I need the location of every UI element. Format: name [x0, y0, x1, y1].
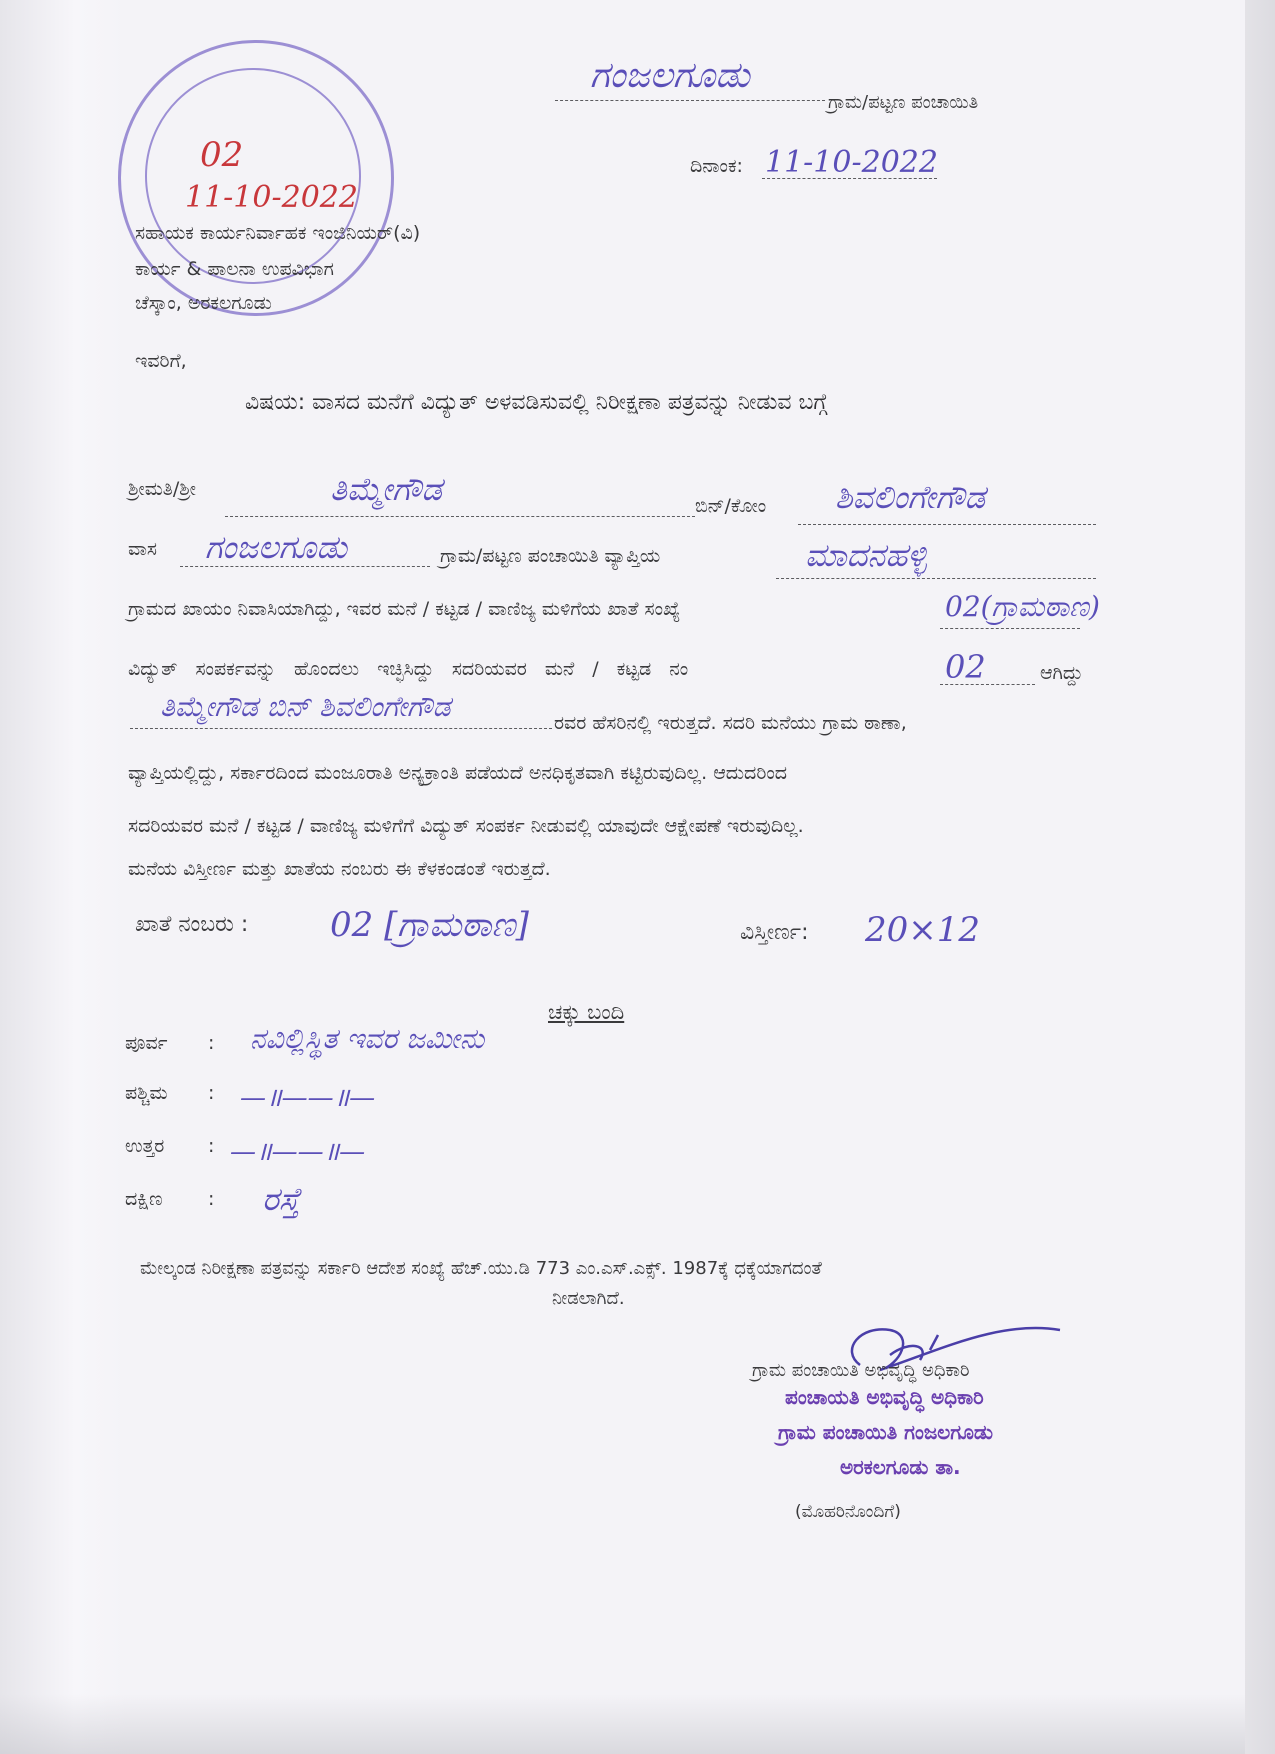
page-bottom-shade [0, 1694, 1245, 1754]
addressee-line-3: ಚೆಸ್ಕಾಂ, ಅರಕಲಗೂಡು [135, 292, 272, 314]
south-value: ರಸ್ತೆ [262, 1180, 300, 1218]
north-label: ಉತ್ತರ [125, 1135, 165, 1157]
body-line-7: ಸದರಿಯವರ ಮನೆ / ಕಟ್ಟಡ / ವಾಣಿಜ್ಯ ಮಳಿಗೆಗೆ ವಿದ್ಯುತ್ ಸಂಪರ್ಕ ನೀಡುವಲ್ಲಿ ಯಾವುದೇ ಆಕ್ಷೇಪಣೆ ಇರುವುದಿಲ್ಲ. [128, 815, 804, 837]
inward-stamp-inner [145, 68, 361, 284]
south-label: ದಕ್ಷಿಣ [125, 1188, 163, 1210]
body-line-4: ವಿದ್ಯುತ್ ಸಂಪರ್ಕವನ್ನು ಹೊಂದಲು ಇಚ್ಛಿಸಿದ್ದು ಸದರಿಯವರ ಮನೆ / ಕಟ್ಟಡ ನಂ [128, 658, 689, 680]
north-value: —॥——॥— [230, 1137, 366, 1167]
date-label: ದಿನಾಂಕ: [690, 155, 743, 177]
relation-value: ಶಿವಲಿಂಗೇಗೌಡ [835, 478, 986, 516]
building-number: 02 [945, 648, 986, 686]
boundaries-title: ಚಕ್ಕು ಬಂದಿ [548, 1000, 625, 1024]
khata-label: ಖಾತೆ ನಂಬರು : [135, 912, 249, 937]
addressee-line-2: ಕಾರ್ಯ & ಪಾಲನಾ ಉಪವಿಭಾಗ [135, 258, 334, 280]
addressee-line-4: ಇವರಿಗೆ, [135, 350, 187, 372]
east-colon: : [208, 1032, 215, 1054]
village-name: ಗಂಜಲಗೂಡು [590, 55, 750, 96]
relation-line [798, 524, 1096, 525]
seal-line-3: ಅರಕಲಗೂಡು ತಾ. [840, 1455, 961, 1479]
west-label: ಪಶ್ಚಿಮ [125, 1082, 168, 1104]
inward-number: 02 [200, 135, 244, 175]
seal-note: (ಮೊಹರಿನೊಂದಿಗೆ) [795, 1502, 901, 1522]
body-line-3: ಗ್ರಾಮದ ಖಾಯಂ ನಿವಾಸಿಯಾಗಿದ್ದು, ಇವರ ಮನೆ / ಕಟ್ಟಡ / ವಾಣಿಜ್ಯ ಮಳಿಗೆಯ ಖಾತೆ ಸಂಖ್ಯೆ [128, 598, 681, 620]
name-line [225, 516, 695, 517]
jurisdiction-text: ಗ್ರಾಮ/ಪಟ್ಟಣ ಪಂಚಾಯಿತಿ ವ್ಯಾಪ್ತಿಯ [440, 545, 661, 567]
north-colon: : [208, 1135, 215, 1157]
khata-inline: 02(ಗ್ರಾಮಠಾಣ) [945, 590, 1100, 623]
area-value: 20×12 [865, 910, 981, 950]
jurisdiction-value: ಮಾದನಹಳ್ಳಿ [805, 536, 927, 574]
owner-name: ತಿಮ್ಮೇಗೌಡ ಬಿನ್ ಶಿವಲಿಂಗೇಗೌಡ [160, 690, 451, 723]
owner-line [130, 728, 552, 729]
west-colon: : [208, 1082, 215, 1104]
inward-date: 11-10-2022 [185, 180, 358, 215]
subject-line: ವಿಷಯ: ವಾಸದ ಮನೆಗೆ ವಿದ್ಯುತ್ ಅಳವಡಿಸುವಲ್ಲಿ ನಿರೀಕ್ಷಣಾ ಪತ್ರವನ್ನು ನೀಡುವ ಬಗ್ಗೆ [245, 390, 828, 415]
date-line [762, 178, 937, 179]
east-value: ನವಿಲ್ಲಿಸ್ಥಿತ ಇವರ ಜಮೀನು [250, 1022, 485, 1055]
addressee-line-1: ಸಹಾಯಕ ಕಾರ್ಯನಿರ್ವಾಹಕ ಇಂಜಿನಿಯರ್(ವಿ) [135, 222, 421, 244]
signatory-title: ಗ್ರಾಮ ಪಂಚಾಯಿತಿ ಅಭಿವೃದ್ಧಿ ಅಧಿಕಾರಿ [752, 1360, 970, 1381]
building-number-line [940, 684, 1035, 685]
village-line [555, 100, 825, 101]
west-value: —॥——॥— [240, 1083, 376, 1113]
khata-value: 02 [ಗ್ರಾಮಠಾಣ] [330, 905, 529, 945]
place-line [180, 566, 430, 567]
seal-line-2: ಗ್ರಾಮ ಪಂಚಾಯಿತಿ ಗಂಜಲಗೂಡು [778, 1420, 993, 1444]
order-line-2: ನೀಡಲಾಗಿದೆ. [552, 1288, 625, 1309]
page-fold-shade [0, 0, 125, 1754]
south-colon: : [208, 1188, 215, 1210]
place-value: ಗಂಜಲಗೂಡು [205, 528, 348, 566]
east-label: ಪೂರ್ವ [125, 1032, 168, 1054]
seal-line-1: ಪಂಚಾಯತಿ ಅಭಿವೃದ್ಧಿ ಅಧಿಕಾರಿ [785, 1385, 984, 1409]
name-value: ತಿಮ್ಮೇಗೌಡ [330, 470, 442, 508]
khata-inline-line [940, 628, 1080, 629]
body-line-5: ರವರ ಹೆಸರಿನಲ್ಲಿ ಇರುತ್ತದೆ. ಸದರಿ ಮನೆಯು ಗ್ರಾಮ ಠಾಣಾ, [554, 712, 907, 734]
body-line-4-end: ಆಗಿದ್ದು [1040, 662, 1083, 684]
relation-label: ಬಿನ್/ಕೋಂ [695, 495, 767, 517]
panchayat-label: ಗ್ರಾಮ/ಪಟ್ಟಣ ಪಂಚಾಯಿತಿ [828, 92, 979, 113]
name-label: ಶ್ರೀಮತಿ/ಶ್ರೀ [128, 478, 196, 500]
jurisdiction-line [776, 578, 1096, 579]
body-line-6: ವ್ಯಾಪ್ತಿಯಲ್ಲಿದ್ದು, ಸರ್ಕಾರದಿಂದ ಮಂಜೂರಾತಿ ಅನ್ಯಕ್ರಾಂತಿ ಪಡೆಯದೆ ಅನಧಿಕೃತವಾಗಿ ಕಟ್ಟಿರುವುದಿಲ್ಲ. ಆದುದರಿಂದ [128, 762, 788, 784]
place-label: ವಾಸ [128, 538, 157, 560]
date-value: 11-10-2022 [765, 145, 938, 180]
area-label: ವಿಸ್ತೀರ್ಣ: [740, 920, 809, 945]
body-line-8: ಮನೆಯ ವಿಸ್ತೀರ್ಣ ಮತ್ತು ಖಾತೆಯ ನಂಬರು ಈ ಕೆಳಕಂಡಂತೆ ಇರುತ್ತದೆ. [128, 858, 551, 880]
order-line-1: ಮೇಲ್ಕಂಡ ನಿರೀಕ್ಷಣಾ ಪತ್ರವನ್ನು ಸರ್ಕಾರಿ ಆದೇಶ ಸಂಖ್ಯೆ ಹೆಚ್.ಯು.ಡಿ 773 ಎಂ.ಎಸ್.ಎಕ್ಸ್. 1987ಕ್ಕೆ ಧಕ್ಕೆಯಾಗದಂತೆ [140, 1258, 822, 1279]
